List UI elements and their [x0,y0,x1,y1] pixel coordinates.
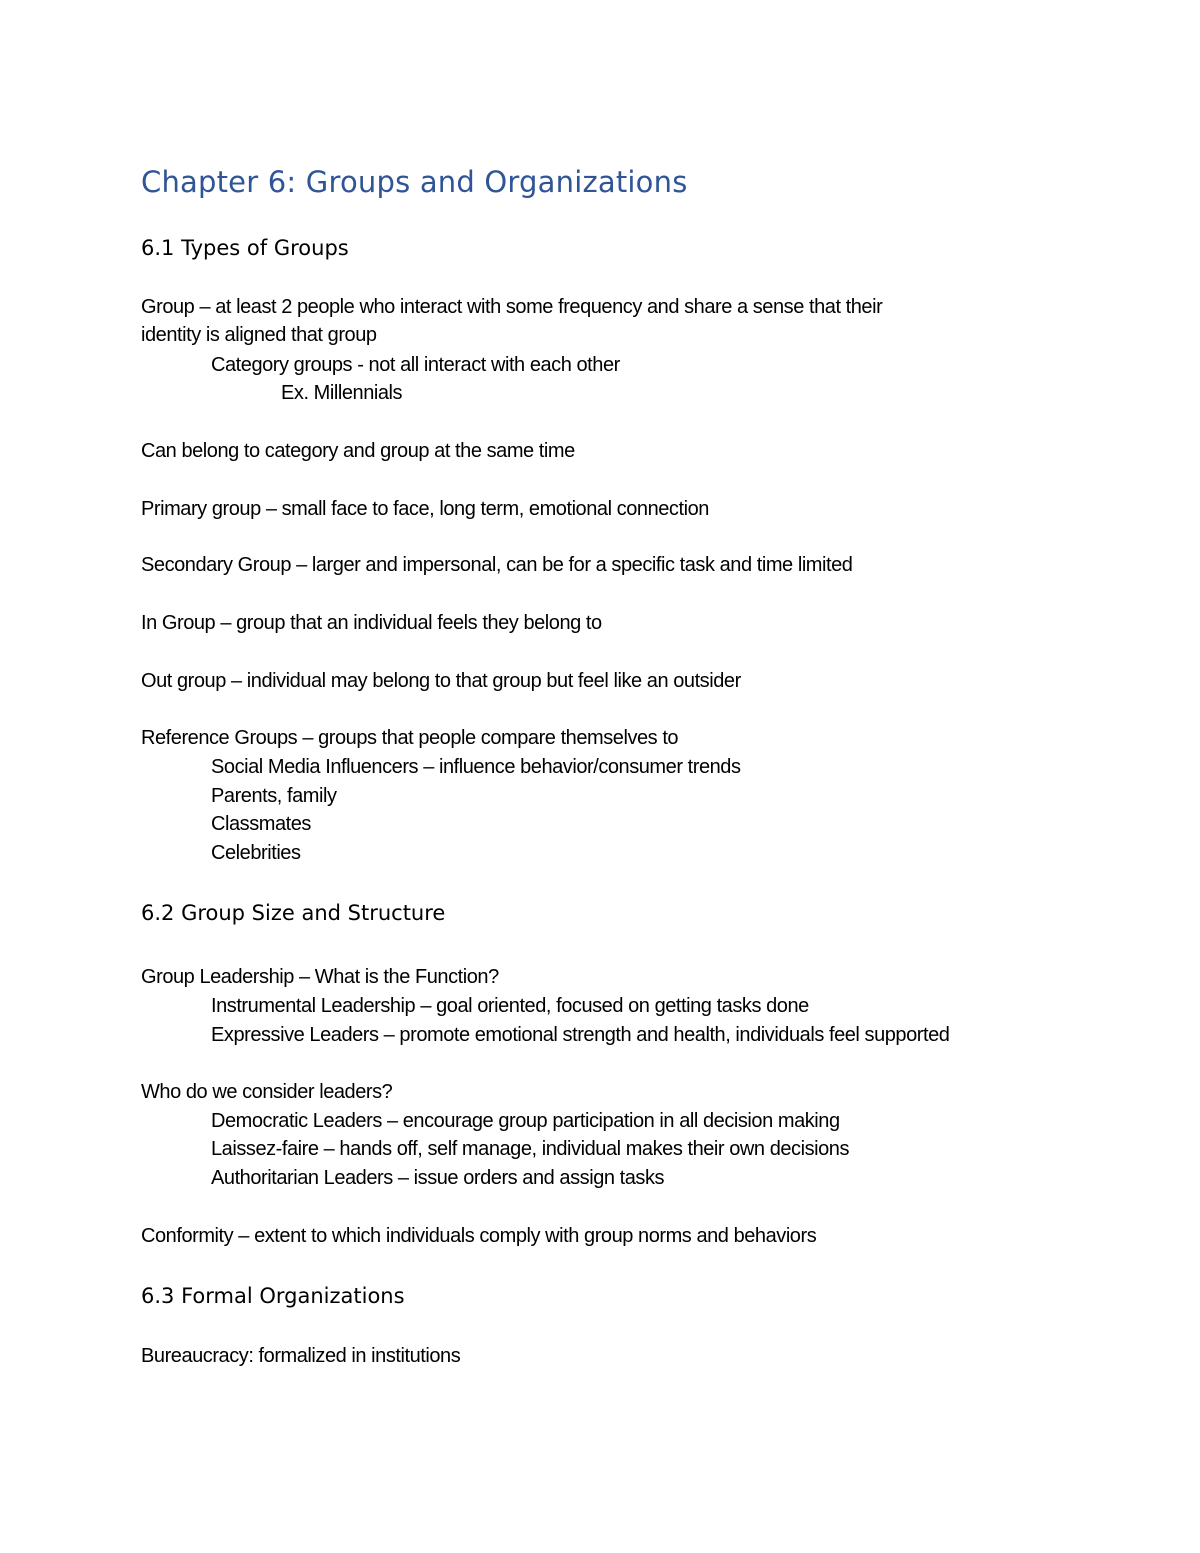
laissez-faire-text: Laissez-faire – hands off, self manage, individual makes their own decisions [211,1138,850,1160]
secondary-group-text: Secondary Group – larger and impersonal, can be for a specific task and time limited [141,554,853,576]
who-leaders-text: Who do we consider leaders? [141,1081,393,1103]
authoritarian-leaders-text: Authoritarian Leaders – issue orders and assign tasks [211,1167,665,1189]
section-heading-6-2: 6.2 Group Size and Structure [141,901,446,925]
reference-item-classmates: Classmates [211,813,311,835]
in-group-text: In Group – group that an individual feels they belong to [141,612,602,634]
chapter-title: Chapter 6: Groups and Organizations [141,165,688,199]
section-heading-6-3: 6.3 Formal Organizations [141,1284,405,1308]
reference-groups-text: Reference Groups – groups that people compare themselves to [141,727,679,749]
out-group-text: Out group – individual may belong to that group but feel like an outsider [141,670,741,692]
category-groups-text: Category groups - not all interact with each other [211,354,620,376]
belong-both-text: Can belong to category and group at the same time [141,440,575,462]
expressive-leaders-text: Expressive Leaders – promote emotional strength and health, individuals feel supported [211,1024,950,1046]
democratic-leaders-text: Democratic Leaders – encourage group participation in all decision making [211,1110,840,1132]
category-example-text: Ex. Millennials [281,382,403,404]
bureaucracy-text: Bureaucracy: formalized in institutions [141,1345,461,1367]
instrumental-leadership-text: Instrumental Leadership – goal oriented, focused on getting tasks done [211,995,809,1017]
section-heading-6-1: 6.1 Types of Groups [141,236,349,260]
group-definition-line-1: Group – at least 2 people who interact with some frequency and share a sense that their [141,296,883,318]
reference-item-celebrities: Celebrities [211,842,301,864]
group-definition-line-2: identity is aligned that group [141,324,377,346]
conformity-text: Conformity – extent to which individuals comply with group norms and behaviors [141,1225,817,1247]
reference-item-influencers: Social Media Influencers – influence behavior/consumer trends [211,756,741,778]
primary-group-text: Primary group – small face to face, long term, emotional connection [141,498,709,520]
reference-item-parents: Parents, family [211,785,337,807]
group-leadership-text: Group Leadership – What is the Function? [141,966,499,988]
